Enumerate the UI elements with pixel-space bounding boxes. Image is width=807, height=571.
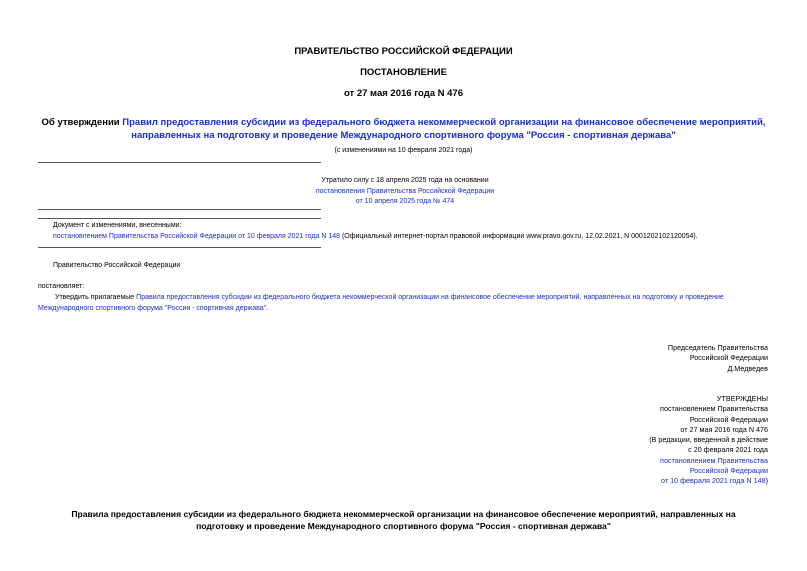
rules-title-line: подготовку и проведение Международного спортивного форума "Россия - спортивная держава" [196,521,611,531]
approved-link-continued[interactable]: Российской Федерации [689,466,768,476]
title-link[interactable]: Правил предоставления субсидии из федерального бюджета некоммерческой организации на финансовое обеспечение мероприятий, [122,117,766,128]
approved-closing: ) [765,476,768,486]
approved-link[interactable]: постановлением Правительства [660,455,768,465]
document-type: ПОСТАНОВЛЕНИЕ [360,67,447,78]
changes-label: Документ с изменениями, внесенными: [53,222,182,229]
signature-position-continued: Российской Федерации [689,353,768,363]
divider [38,209,321,210]
repeal-link[interactable]: постановления Правительства Российской Федерации [315,187,495,195]
approved-line: с 20 февраля 2021 года [688,445,768,455]
document-title [0,116,807,142]
approval-paragraph [38,293,768,314]
approved-line: от 27 мая 2016 года N 476 [680,424,768,434]
signature-block [560,343,768,374]
changes-link[interactable]: постановлением Правительства Российской Федерации от 10 февраля 2021 года N 148 [53,233,340,240]
changes-source: (Официальный интернет-портал правовой информации www.pravo.gov.ru, 12.02.2021, N 0001202102120054). [340,233,698,240]
repeal-notice [280,176,530,208]
title-link-continued[interactable]: направленных на подготовку и проведение Международного спортивного форума "Россия - спортивная держава" [131,130,676,141]
approval-link[interactable]: Правила предоставления субсидии из федерального бюджета некоммерческой организации на финансовое обеспечение мероприятий, направленных на подготовку и проведение [136,294,724,301]
approval-link-continued[interactable]: Международного спортивного форума "Россия - спортивная держава" [38,304,267,312]
document-date-number: от 27 мая 2016 года N 476 [343,88,464,99]
divider [38,247,321,248]
divider [38,162,321,163]
approval-prefix: Утвердить прилагаемые [55,294,137,301]
approved-line: Российской Федерации [689,414,768,424]
rules-title-line: Правила предоставления субсидии из федерального бюджета некоммерческой организации на финансовое обеспечение мероприятий, направленных на [71,509,736,519]
rules-title [0,508,807,532]
repeal-link-date[interactable]: от 10 апреля 2025 года № 474 [355,198,455,205]
approved-block [560,394,768,487]
body-decrees: постановляет: [38,283,85,290]
changes-line [53,233,698,240]
approved-line: постановлением Правительства [660,404,768,414]
amended-note: (с изменениями на 10 февраля 2021 года) [334,147,473,154]
approved-link-date[interactable]: от 10 февраля 2021 года N 148 [661,476,766,486]
approval-suffix: . [266,304,269,312]
signature-name: Д.Медведев [727,363,768,373]
signature-position: Председатель Правительства [667,343,768,352]
government-heading: ПРАВИТЕЛЬСТВО РОССИЙСКОЙ ФЕДЕРАЦИИ [294,46,513,57]
title-prefix: Об утверждении [41,117,123,128]
divider [38,218,321,219]
approved-heading: УТВЕРЖДЕНЫ [716,394,768,403]
approved-line: (В редакции, введенной в действие [649,435,768,445]
body-government: Правительство Российской Федерации [53,262,181,269]
repeal-text: Утратило силу с 18 апреля 2025 года на основании [321,177,489,184]
